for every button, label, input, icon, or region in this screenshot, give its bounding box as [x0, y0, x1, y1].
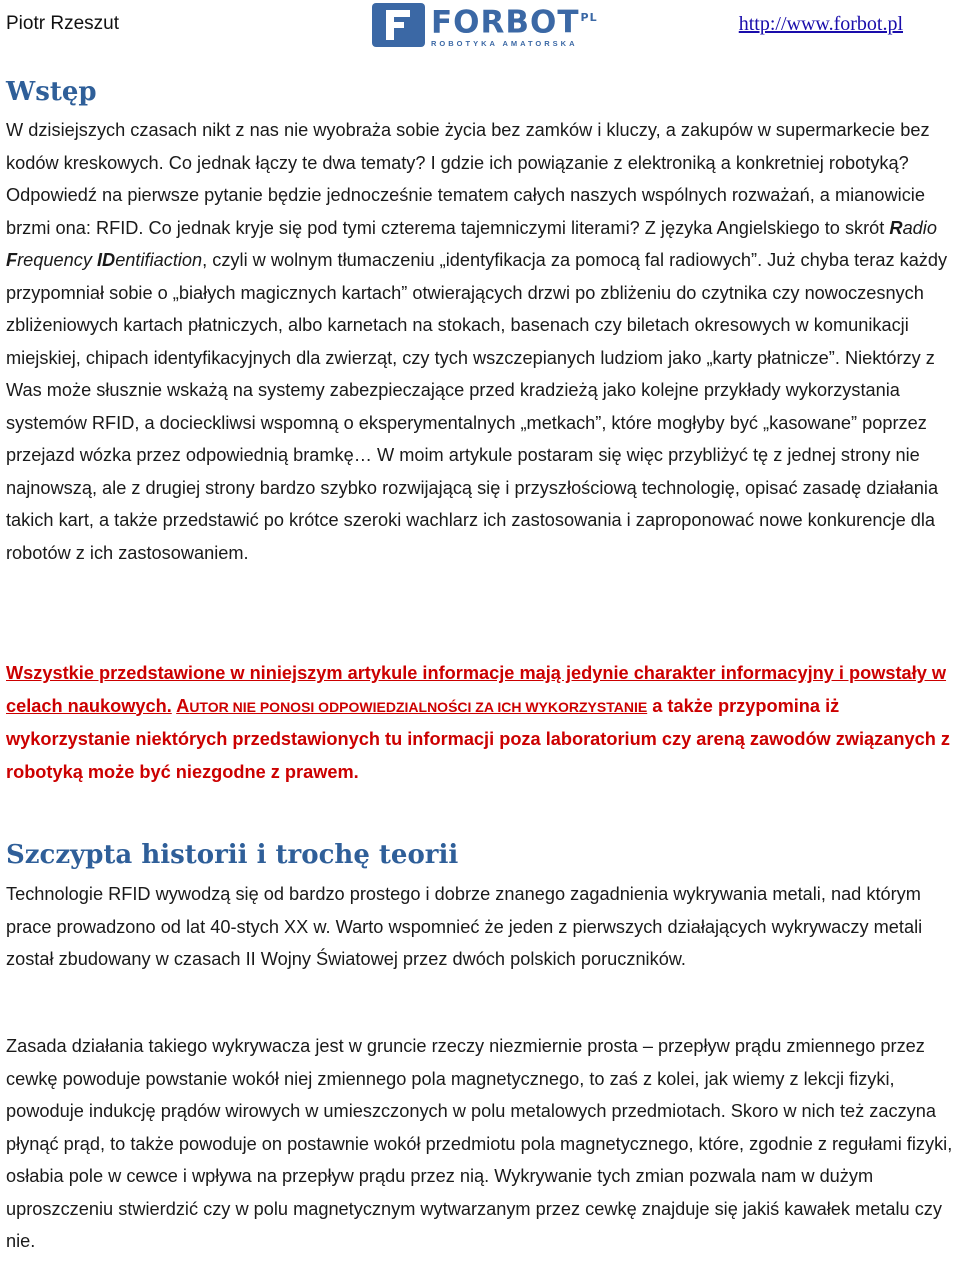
forbot-logo[interactable]: [372, 2, 597, 48]
forbot-logo-icon: [372, 3, 425, 47]
section-title-intro: Wstęp: [6, 77, 97, 107]
logo-superscript: PL: [580, 10, 598, 24]
page-header: [0, 0, 960, 56]
author-name: Piotr Rzeszut: [6, 13, 119, 34]
site-url-link[interactable]: http://www.forbot.pl: [738, 13, 903, 35]
intro-paragraph: [6, 114, 960, 569]
logo-tagline: ROBOTYKA AMATORSKA: [431, 39, 578, 49]
disclaimer-caps: AUTOR NIE PONOSI ODPOWIEDZIALNOŚCI ZA ICH WYKORZYSTANIE: [176, 695, 648, 716]
disclaimer-paragraph: [6, 657, 960, 788]
intro-text-start: W dzisiejszych czasach nikt z nas nie wyobraża sobie życia bez zamków i kluczy, a zakupów w supermarkecie bez kodów kreskowych. Co jednak łączy te dwa tematy? I gdzie ich powiązanie z elektroniką a konkretniej robotyką? Odpowiedź na pierwsze pytanie będzie jednocześnie tematem całych naszych wspólnych rozważań, a mianowicie brzmi ona: RFID. Co jednak kryje się pod tymi czterema tajemniczymi literami? Z języka Angielskiego to skrót: [6, 120, 930, 238]
disclaimer-rest: a także przypomina iż wykorzystanie niektórych przedstawionych tu informacji poza laboratorium czy areną zawodów związanych z robotyką może być niezgodne z prawem.: [6, 695, 950, 782]
logo-text: [431, 2, 598, 48]
history-paragraph-1: Technologie RFID wywodzą się od bardzo prostego i dobrze znanego zagadnienia wykrywania metali, nad którym prace prowadzono od lat 40-stych XX w. Warto wspomnieć że jeden z pierwszych działających wykrywaczy metali został zbudowany w czasach II Wojny Światowej przez dwóch polskich poruczników.: [6, 884, 923, 969]
acronym-radio: Radio Frequency IDentifiaction: [6, 217, 937, 270]
section-title-history: Szczypta historii i trochę teorii: [6, 840, 459, 870]
intro-text-end: , czyli w wolnym tłumaczeniu „identyfikacja za pomocą fal radiowych”. Już chyba teraz każdy przypomniał sobie o „białych magicznych kartach” otwierających drzwi po zbliżeniu do czytnika czy nowoczesnych zbliżeniowych kartach płatniczych, albo karnetach na stokach, basenach czy biletach okresowych w komunikacji miejskiej, chipach identyfikacyjnych dla zwierząt, czy tych wszczepianych ludziom jako „karty płatnicze”. Niektórzy z Was może słusznie wskażą na systemy zabezpieczające przed kradzieżą jako kolejne przykłady wykorzystania systemów RFID, a docieckliwsi wspomną o eksperymentalnych „metkach”, które mogłyby być „kasowane” poprzez przejazd wózka przez odpowiednią bramkę… W moim artykule postaram się więc przybliżyć tę z jednej strony nie najnowszą, ale z drugiej strony bardzo szybko rozwijającą się i przyszłościową technologię, opisać zasadę działania takich kart, a także przedstawić po krótce szeroki wachlarz ich zastosowania i zaproponować nowe konkurencje dla robotów z ich zastosowaniem.: [6, 250, 948, 563]
logo-word: FORBOT: [431, 4, 580, 41]
history-paragraph-2: Zasada działania takiego wykrywacza jest w gruncie rzeczy niezmiernie prosta – przepływ prądu zmiennego przez cewkę powoduje powstanie wokół niej zmiennego pola magnetycznego, to zaś z kolei, jak wiemy z lekcji fizyki, powoduje indukcję prądów wirowych w umieszczonych w polu metalowych przedmiotach. Skoro w nich też zaczyna płynąć prąd, to także powoduje on postawnie wokół przedmiotu pola magnetycznego, które, zgodnie z regułami fizyki, osłabia pole w cewce i wpływa na przepływ prądu przez nią. Wykrywanie tych zmian pozwala nam w dużym uproszczeniu stwierdzić czy w polu magnetycznym wytwarzanym przez cewkę znajduje się jakiś kawałek metalu czy nie.: [6, 1036, 953, 1251]
disclaimer-underlined: Wszystkie przedstawione w niniejszym artykule informacje mają jedynie charakter informacyjny i powstały w celach naukowych.: [6, 663, 947, 716]
